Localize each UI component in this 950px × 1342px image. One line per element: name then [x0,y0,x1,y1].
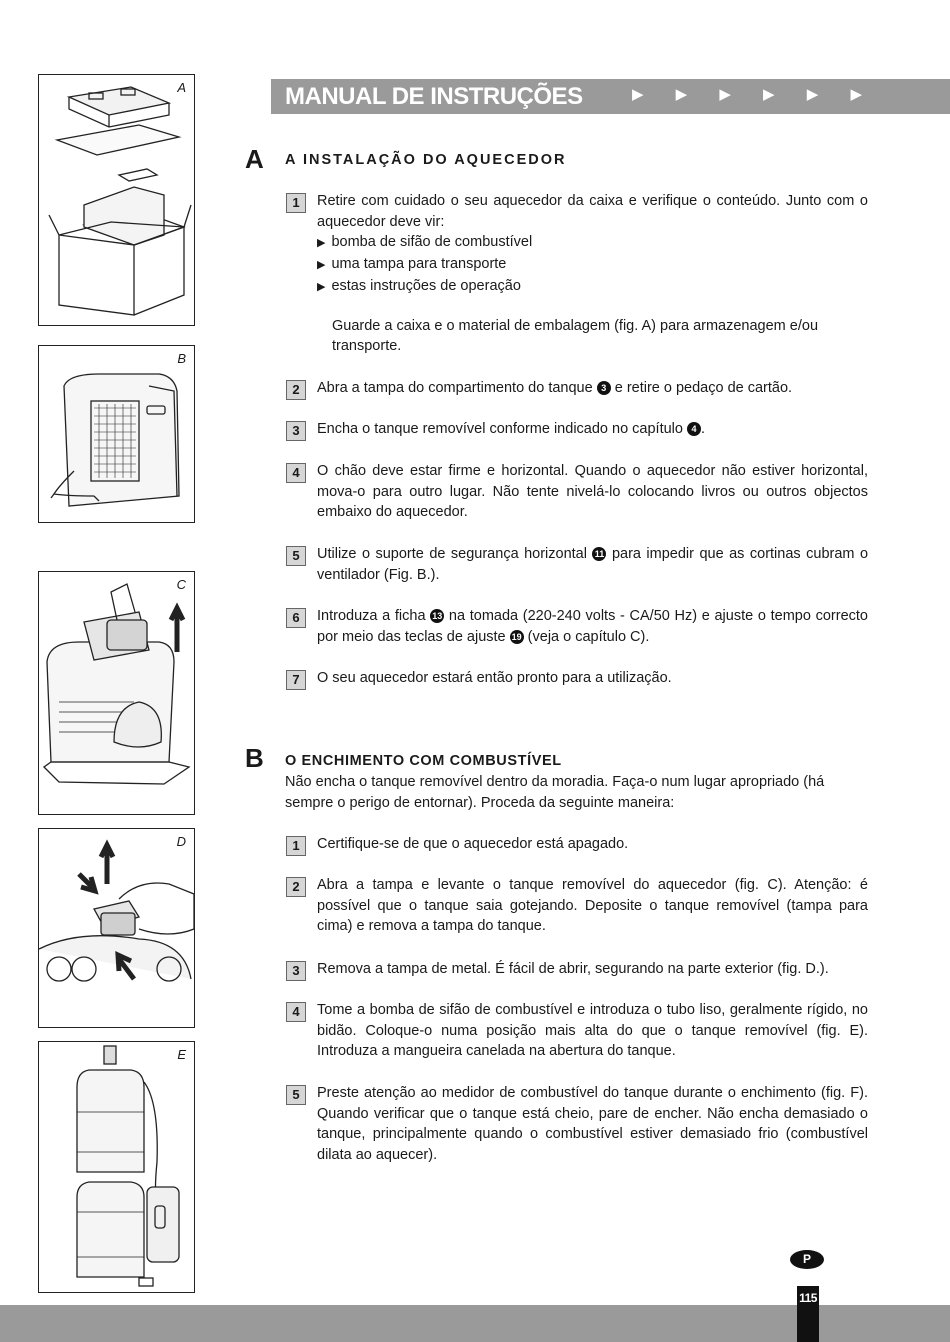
siphon-pump-illustration [39,1042,194,1292]
step-number: 1 [286,193,306,213]
reference-number-badge: 3 [597,381,611,395]
step-a1-note: Guarde a caixa e o material de embalagem (fig. A) para armazenagem e/ou transporte. [332,317,819,355]
step-number: 3 [286,421,306,441]
step-text: na tomada (220-240 volts - CA/50 Hz) e ajuste o tempo correcto por meio das teclas de ajuste [317,608,868,645]
section-a-letter: A [245,144,264,174]
bullet-item: ▶ bomba de sifão de combustível [317,232,868,254]
step-number: 5 [286,1085,306,1105]
figure-d-label: D [176,834,186,849]
figure-e-label: E [177,1047,186,1062]
step-number: 2 [286,380,306,400]
figure-e [38,1041,195,1293]
section-b-title: O ENCHIMENTO COM COMBUSTÍVEL [285,753,562,769]
figure-a-label: A [177,80,186,95]
step-b4-text: Tome a bomba de sifão de combustível e introduza o tubo liso, geralmente rígido, no bidão. Coloque-o numa posição mais alta do que o tanque removível (fig. E). Introduza a mangueira canelada na abertura do tanque. [317,1002,868,1060]
reference-number-badge: 11 [592,547,606,561]
step-number: 6 [286,608,306,628]
reference-number-badge: 4 [687,422,701,436]
page-header [271,79,950,114]
step-a3-text [317,419,868,440]
bullet-item: ▶ estas instruções de operação [317,276,868,298]
step-b3-text: Remova a tampa de metal. É fácil de abrir, segurando na parte exterior (fig. D.). [317,961,829,977]
figure-b-label: B [177,351,186,366]
step-number: 5 [286,546,306,566]
metal-cap-removal-illustration [39,829,194,1027]
step-b1-text: Certifique-se de que o aquecedor está apagado. [317,836,629,852]
bullet-item: ▶ uma tampa para transporte [317,254,868,276]
step-a6-text [317,606,868,647]
step-text: Introduza a ficha [317,608,426,624]
figure-b [38,345,195,523]
step-a1-intro: Retire com cuidado o seu aquecedor da caixa e verifique o conteúdo. Junto com o aquecedor deve vir: [317,193,868,230]
step-b2-text: Abra a tampa e levante o tanque removível do aquecedor (fig. C). Atenção: é possível que o tanque saia gotejando. Deposite o tanque removível (tampa para cima) e remova a tampa do tanque. [317,877,868,935]
step-b5-text: Preste atenção ao medidor de combustível do tanque durante o enchimento (fig. F). Quando verificar que o tanque está cheio, pare de encher. Não encha demasiado o tanque, principalmente quando o combustível estiver demasiado frio (combustível dilata ao aquecer). [317,1085,868,1164]
step-number: 3 [286,961,306,981]
step-a2-text [317,378,868,399]
heater-back-illustration [39,346,194,522]
step-text: Encha o tanque removível conforme indicado no capítulo [317,421,683,437]
step-text: para impedir que as cortinas cubram o ventilador (Fig. B.). [317,546,869,583]
packaging-illustration [39,75,194,325]
step-a4-text: O chão deve estar firme e horizontal. Quando o aquecedor não estiver horizontal, mova-o para outro lugar. Não tente nivelá-lo colocando livros ou outros objectos embaixo do aquecedor. [317,463,868,521]
step-number: 2 [286,877,306,897]
step-a7-text: O seu aquecedor estará então pronto para a utilização. [317,670,672,686]
figure-a [38,74,195,326]
step-number: 4 [286,1002,306,1022]
step-text: (veja o capítulo C). [527,628,650,645]
page-title: MANUAL DE INSTRUÇÕES [285,83,583,110]
figure-c [38,571,195,815]
header-arrow-icons: ▶ ▶ ▶ ▶ ▶ ▶ [631,86,876,103]
figure-c-label: C [176,577,186,592]
page-number: 115 [799,1291,817,1305]
step-text: Utilize o suporte de segurança horizontal [317,546,587,562]
tank-removal-illustration [39,572,194,814]
language-badge: P [790,1250,824,1269]
section-b-intro: Não encha o tanque removível dentro da moradia. Faça-o num lugar apropriado (há sempre o perigo de entornar). Proceda da seguinte maneira: [285,774,825,811]
section-a-title: A INSTALAÇÃO DO AQUECEDOR [285,152,567,168]
step-a5-text [317,544,868,585]
figure-d [38,828,195,1028]
section-b-letter: B [245,743,264,773]
step-number: 7 [286,670,306,690]
step-text: e retire o pedaço de cartão. [614,380,793,396]
reference-number-badge: 13 [432,611,443,621]
step-a1-text [317,191,868,357]
reference-number-badge: 19 [511,631,522,642]
step-text: Abra a tampa do compartimento do tanque [317,380,593,396]
step-number: 4 [286,463,306,483]
step-number: 1 [286,836,306,856]
step-text: . [700,421,706,437]
